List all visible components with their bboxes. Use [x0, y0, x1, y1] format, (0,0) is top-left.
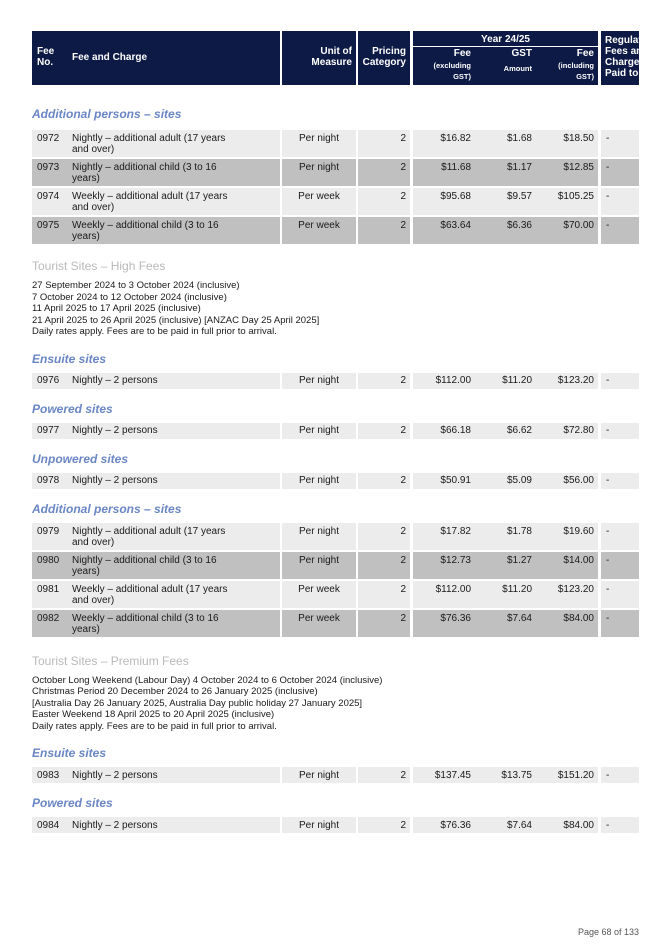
table-row	[32, 159, 639, 186]
fee-excluding-gst: $50.91	[413, 473, 475, 489]
fee-number: 0977	[32, 423, 67, 439]
fee-excluding-gst: $66.18	[413, 423, 475, 439]
fee-description-line: years)	[72, 231, 100, 242]
table-row	[32, 423, 639, 439]
regulatory-paid-to: -	[601, 523, 639, 550]
fee-description-line: Nightly – 2 persons	[72, 425, 158, 436]
unit-of-measure: Per week	[282, 610, 356, 637]
fee-description-line: Nightly – 2 persons	[72, 769, 158, 781]
header-fee-no-line1: Fee	[37, 46, 55, 57]
fee-description	[67, 610, 280, 637]
fee-description	[67, 130, 280, 157]
fee-excluding-gst: $76.36	[413, 817, 475, 833]
gst-amount: $5.09	[475, 473, 536, 489]
table-row	[32, 130, 639, 157]
header-pricing-line2: Category	[362, 57, 406, 68]
fee-description	[67, 552, 280, 579]
note-line: Christmas Period 20 December 2024 to 26 January 2025 (inclusive)	[32, 686, 318, 697]
header-fee-no-line2: No.	[37, 57, 54, 68]
fee-number: 0983	[32, 767, 67, 783]
pricing-category: 2	[358, 552, 410, 579]
header-gst-line2: Amount	[503, 64, 532, 73]
header-gst-line1: GST	[511, 48, 532, 59]
unit-of-measure: Per night	[282, 423, 356, 439]
pricing-category: 2	[358, 767, 410, 783]
header-fee-inc-line1: Fee	[576, 48, 594, 59]
page-number: Page 68 of 133	[577, 927, 639, 937]
fee-description	[67, 767, 280, 783]
header-fee-inc-line3: GST)	[576, 72, 594, 81]
pricing-category: 2	[358, 581, 410, 608]
table-row	[32, 217, 639, 244]
table-row	[32, 523, 639, 550]
unit-of-measure: Per night	[282, 523, 356, 550]
fee-including-gst: $12.85	[536, 159, 598, 186]
unit-of-measure: Per week	[282, 581, 356, 608]
fee-including-gst: $123.20	[536, 373, 598, 389]
header-reg-line2: Fees and	[605, 46, 649, 57]
fee-number: 0975	[32, 217, 67, 244]
fee-page	[32, 31, 658, 833]
fee-description-line: Nightly – 2 persons	[72, 819, 158, 831]
fee-description-line: and over)	[72, 536, 115, 548]
gst-amount: $13.75	[475, 767, 536, 783]
fee-description	[67, 817, 280, 833]
header-regulatory	[601, 31, 658, 85]
section-heading: Additional persons – sites	[32, 107, 182, 121]
fee-including-gst: $56.00	[536, 473, 598, 489]
pricing-category: 2	[358, 523, 410, 550]
header-year	[413, 31, 598, 46]
unit-of-measure: Per night	[282, 130, 356, 157]
fee-excluding-gst: $63.64	[413, 217, 475, 244]
section-heading: Unpowered sites	[32, 451, 129, 466]
fee-including-gst: $70.00	[536, 217, 598, 244]
fee-excluding-gst: $95.68	[413, 188, 475, 215]
header-reg-line1: Regulatory	[605, 35, 658, 46]
header-gst	[475, 47, 536, 85]
fee-description	[67, 523, 280, 550]
regulatory-paid-to: -	[601, 159, 639, 186]
fee-excluding-gst: $16.82	[413, 130, 475, 157]
unit-of-measure: Per night	[282, 373, 356, 389]
pricing-category: 2	[358, 610, 410, 637]
fee-including-gst: $19.60	[536, 523, 598, 550]
fee-including-gst: $84.00	[536, 817, 598, 833]
fee-number: 0976	[32, 373, 67, 389]
fee-table-body	[32, 107, 639, 833]
fee-number: 0979	[32, 523, 67, 550]
header-fee-ex-line2: (excluding	[433, 61, 471, 70]
fee-excluding-gst: $11.68	[413, 159, 475, 186]
header-fee-ex-line3: GST)	[453, 72, 471, 81]
regulatory-paid-to: -	[601, 373, 639, 389]
section-heading: Powered sites	[32, 401, 113, 416]
regulatory-paid-to: -	[601, 552, 639, 579]
tourist-sites-notes	[32, 280, 639, 338]
tourist-sites-notes	[32, 675, 639, 733]
fee-excluding-gst: $112.00	[413, 581, 475, 608]
fee-description-line: and over)	[72, 202, 115, 213]
fee-description	[67, 581, 280, 608]
table-header	[32, 31, 658, 85]
note-line: Daily rates apply. Fees are to be paid in full prior to arrival.	[32, 326, 277, 337]
fee-description-line: Weekly – additional adult (17 years	[72, 583, 228, 595]
gst-amount: $7.64	[475, 610, 536, 637]
fee-description-line: Nightly – additional adult (17 years	[72, 133, 226, 144]
fee-number: 0978	[32, 473, 67, 489]
table-row	[32, 581, 639, 608]
header-reg-line3: Charges	[605, 57, 646, 68]
fee-description-line: years)	[72, 565, 100, 577]
fee-description	[67, 188, 280, 215]
header-fee-and-charge	[67, 31, 280, 85]
fee-description-line: Weekly – additional child (3 to 16	[72, 220, 219, 231]
table-row	[32, 817, 639, 833]
fee-description	[67, 423, 280, 439]
table-row	[32, 188, 639, 215]
fee-excluding-gst: $112.00	[413, 373, 475, 389]
header-year-label: Year 24/25	[481, 34, 530, 45]
regulatory-paid-to: -	[601, 423, 639, 439]
note-line: 27 September 2024 to 3 October 2024 (inclusive)	[32, 280, 240, 291]
header-unit-line2: Measure	[311, 57, 352, 68]
fee-description-line: Weekly – additional adult (17 years	[72, 191, 228, 202]
fee-description-line: Weekly – additional child (3 to 16	[72, 612, 219, 624]
fee-description-line: Nightly – additional child (3 to 16	[72, 554, 217, 566]
fee-excluding-gst: $17.82	[413, 523, 475, 550]
note-line: [Australia Day 26 January 2025, Australia Day public holiday 27 January 2025]	[32, 697, 363, 709]
regulatory-paid-to: -	[601, 217, 639, 244]
note-line: 11 April 2025 to 17 April 2025 (inclusive)	[32, 303, 201, 314]
regulatory-paid-to: -	[601, 610, 639, 637]
regulatory-paid-to: -	[601, 188, 639, 215]
unit-of-measure: Per night	[282, 473, 356, 489]
header-pricing-line1: Pricing	[372, 46, 406, 57]
regulatory-paid-to: -	[601, 130, 639, 157]
pricing-category: 2	[358, 423, 410, 439]
gst-amount: $1.68	[475, 130, 536, 157]
header-fee-excluding	[413, 47, 475, 85]
unit-of-measure: Per week	[282, 217, 356, 244]
tourist-sites-heading: Tourist Sites – High Fees	[32, 259, 166, 273]
table-row	[32, 610, 639, 637]
table-row	[32, 373, 639, 389]
fee-number: 0982	[32, 610, 67, 637]
unit-of-measure: Per night	[282, 817, 356, 833]
fee-excluding-gst: $12.73	[413, 552, 475, 579]
fee-number: 0973	[32, 159, 67, 186]
header-fee-no	[32, 31, 67, 85]
table-row	[32, 473, 639, 489]
fee-description-line: Nightly – additional child (3 to 16	[72, 162, 217, 173]
note-line: Easter Weekend 18 April 2025 to 20 April 2025 (inclusive)	[32, 709, 275, 720]
table-row	[32, 767, 639, 783]
fee-including-gst: $18.50	[536, 130, 598, 157]
fee-description-line: Nightly – additional adult (17 years	[72, 525, 226, 537]
fee-description-line: and over)	[72, 144, 115, 155]
fee-including-gst: $105.25	[536, 188, 598, 215]
header-fee-including	[536, 47, 598, 85]
header-pricing-category	[358, 31, 410, 85]
tourist-sites-heading: Tourist Sites – Premium Fees	[32, 653, 189, 668]
fee-number: 0980	[32, 552, 67, 579]
fee-including-gst: $14.00	[536, 552, 598, 579]
gst-amount: $7.64	[475, 817, 536, 833]
gst-amount: $6.62	[475, 423, 536, 439]
note-line: Daily rates apply. Fees are to be paid in full prior to arrival.	[32, 720, 277, 732]
fee-number: 0972	[32, 130, 67, 157]
regulatory-paid-to: -	[601, 767, 639, 783]
fee-including-gst: $72.80	[536, 423, 598, 439]
note-line: October Long Weekend (Labour Day) 4 October 2024 to 6 October 2024 (inclusive)	[32, 674, 383, 686]
pricing-category: 2	[358, 473, 410, 489]
pricing-category: 2	[358, 159, 410, 186]
header-fee-ex-line1: Fee	[453, 48, 471, 59]
fee-description-line: years)	[72, 623, 100, 635]
gst-amount: $11.20	[475, 373, 536, 389]
note-line: 21 April 2025 to 26 April 2025 (inclusive) [ANZAC Day 25 April 2025]	[32, 314, 320, 326]
section-heading: Powered sites	[32, 796, 113, 810]
fee-number: 0981	[32, 581, 67, 608]
gst-amount: $6.36	[475, 217, 536, 244]
note-line: 7 October 2024 to 12 October 2024 (inclusive)	[32, 291, 227, 303]
regulatory-paid-to: -	[601, 817, 639, 833]
pricing-category: 2	[358, 188, 410, 215]
gst-amount: $9.57	[475, 188, 536, 215]
section-heading: Additional persons – sites	[32, 501, 182, 516]
fee-description	[67, 217, 280, 244]
fee-description	[67, 159, 280, 186]
fee-excluding-gst: $137.45	[413, 767, 475, 783]
table-row	[32, 552, 639, 579]
pricing-category: 2	[358, 373, 410, 389]
fee-including-gst: $123.20	[536, 581, 598, 608]
header-fee-and-charge-label: Fee and Charge	[72, 52, 148, 63]
section-heading: Ensuite sites	[32, 351, 107, 366]
pricing-category: 2	[358, 130, 410, 157]
fee-description-line: Nightly – 2 persons	[72, 475, 158, 486]
header-unit-of-measure	[282, 31, 356, 85]
header-reg-line4: Paid to	[605, 68, 639, 79]
regulatory-paid-to: -	[601, 581, 639, 608]
fee-number: 0984	[32, 817, 67, 833]
gst-amount: $11.20	[475, 581, 536, 608]
unit-of-measure: Per week	[282, 188, 356, 215]
fee-including-gst: $151.20	[536, 767, 598, 783]
fee-number: 0974	[32, 188, 67, 215]
unit-of-measure: Per night	[282, 552, 356, 579]
gst-amount: $1.17	[475, 159, 536, 186]
regulatory-paid-to: -	[601, 473, 639, 489]
fee-including-gst: $84.00	[536, 610, 598, 637]
section-heading: Ensuite sites	[32, 746, 107, 760]
unit-of-measure: Per night	[282, 159, 356, 186]
pricing-category: 2	[358, 217, 410, 244]
header-unit-line1: Unit of	[320, 46, 352, 57]
fee-description-line: Nightly – 2 persons	[72, 375, 158, 386]
fee-description	[67, 373, 280, 389]
fee-description	[67, 473, 280, 489]
fee-excluding-gst: $76.36	[413, 610, 475, 637]
fee-description-line: years)	[72, 173, 100, 184]
header-fee-inc-line2: (including	[558, 61, 594, 70]
pricing-category: 2	[358, 817, 410, 833]
gst-amount: $1.27	[475, 552, 536, 579]
unit-of-measure: Per night	[282, 767, 356, 783]
fee-description-line: and over)	[72, 594, 115, 606]
gst-amount: $1.78	[475, 523, 536, 550]
